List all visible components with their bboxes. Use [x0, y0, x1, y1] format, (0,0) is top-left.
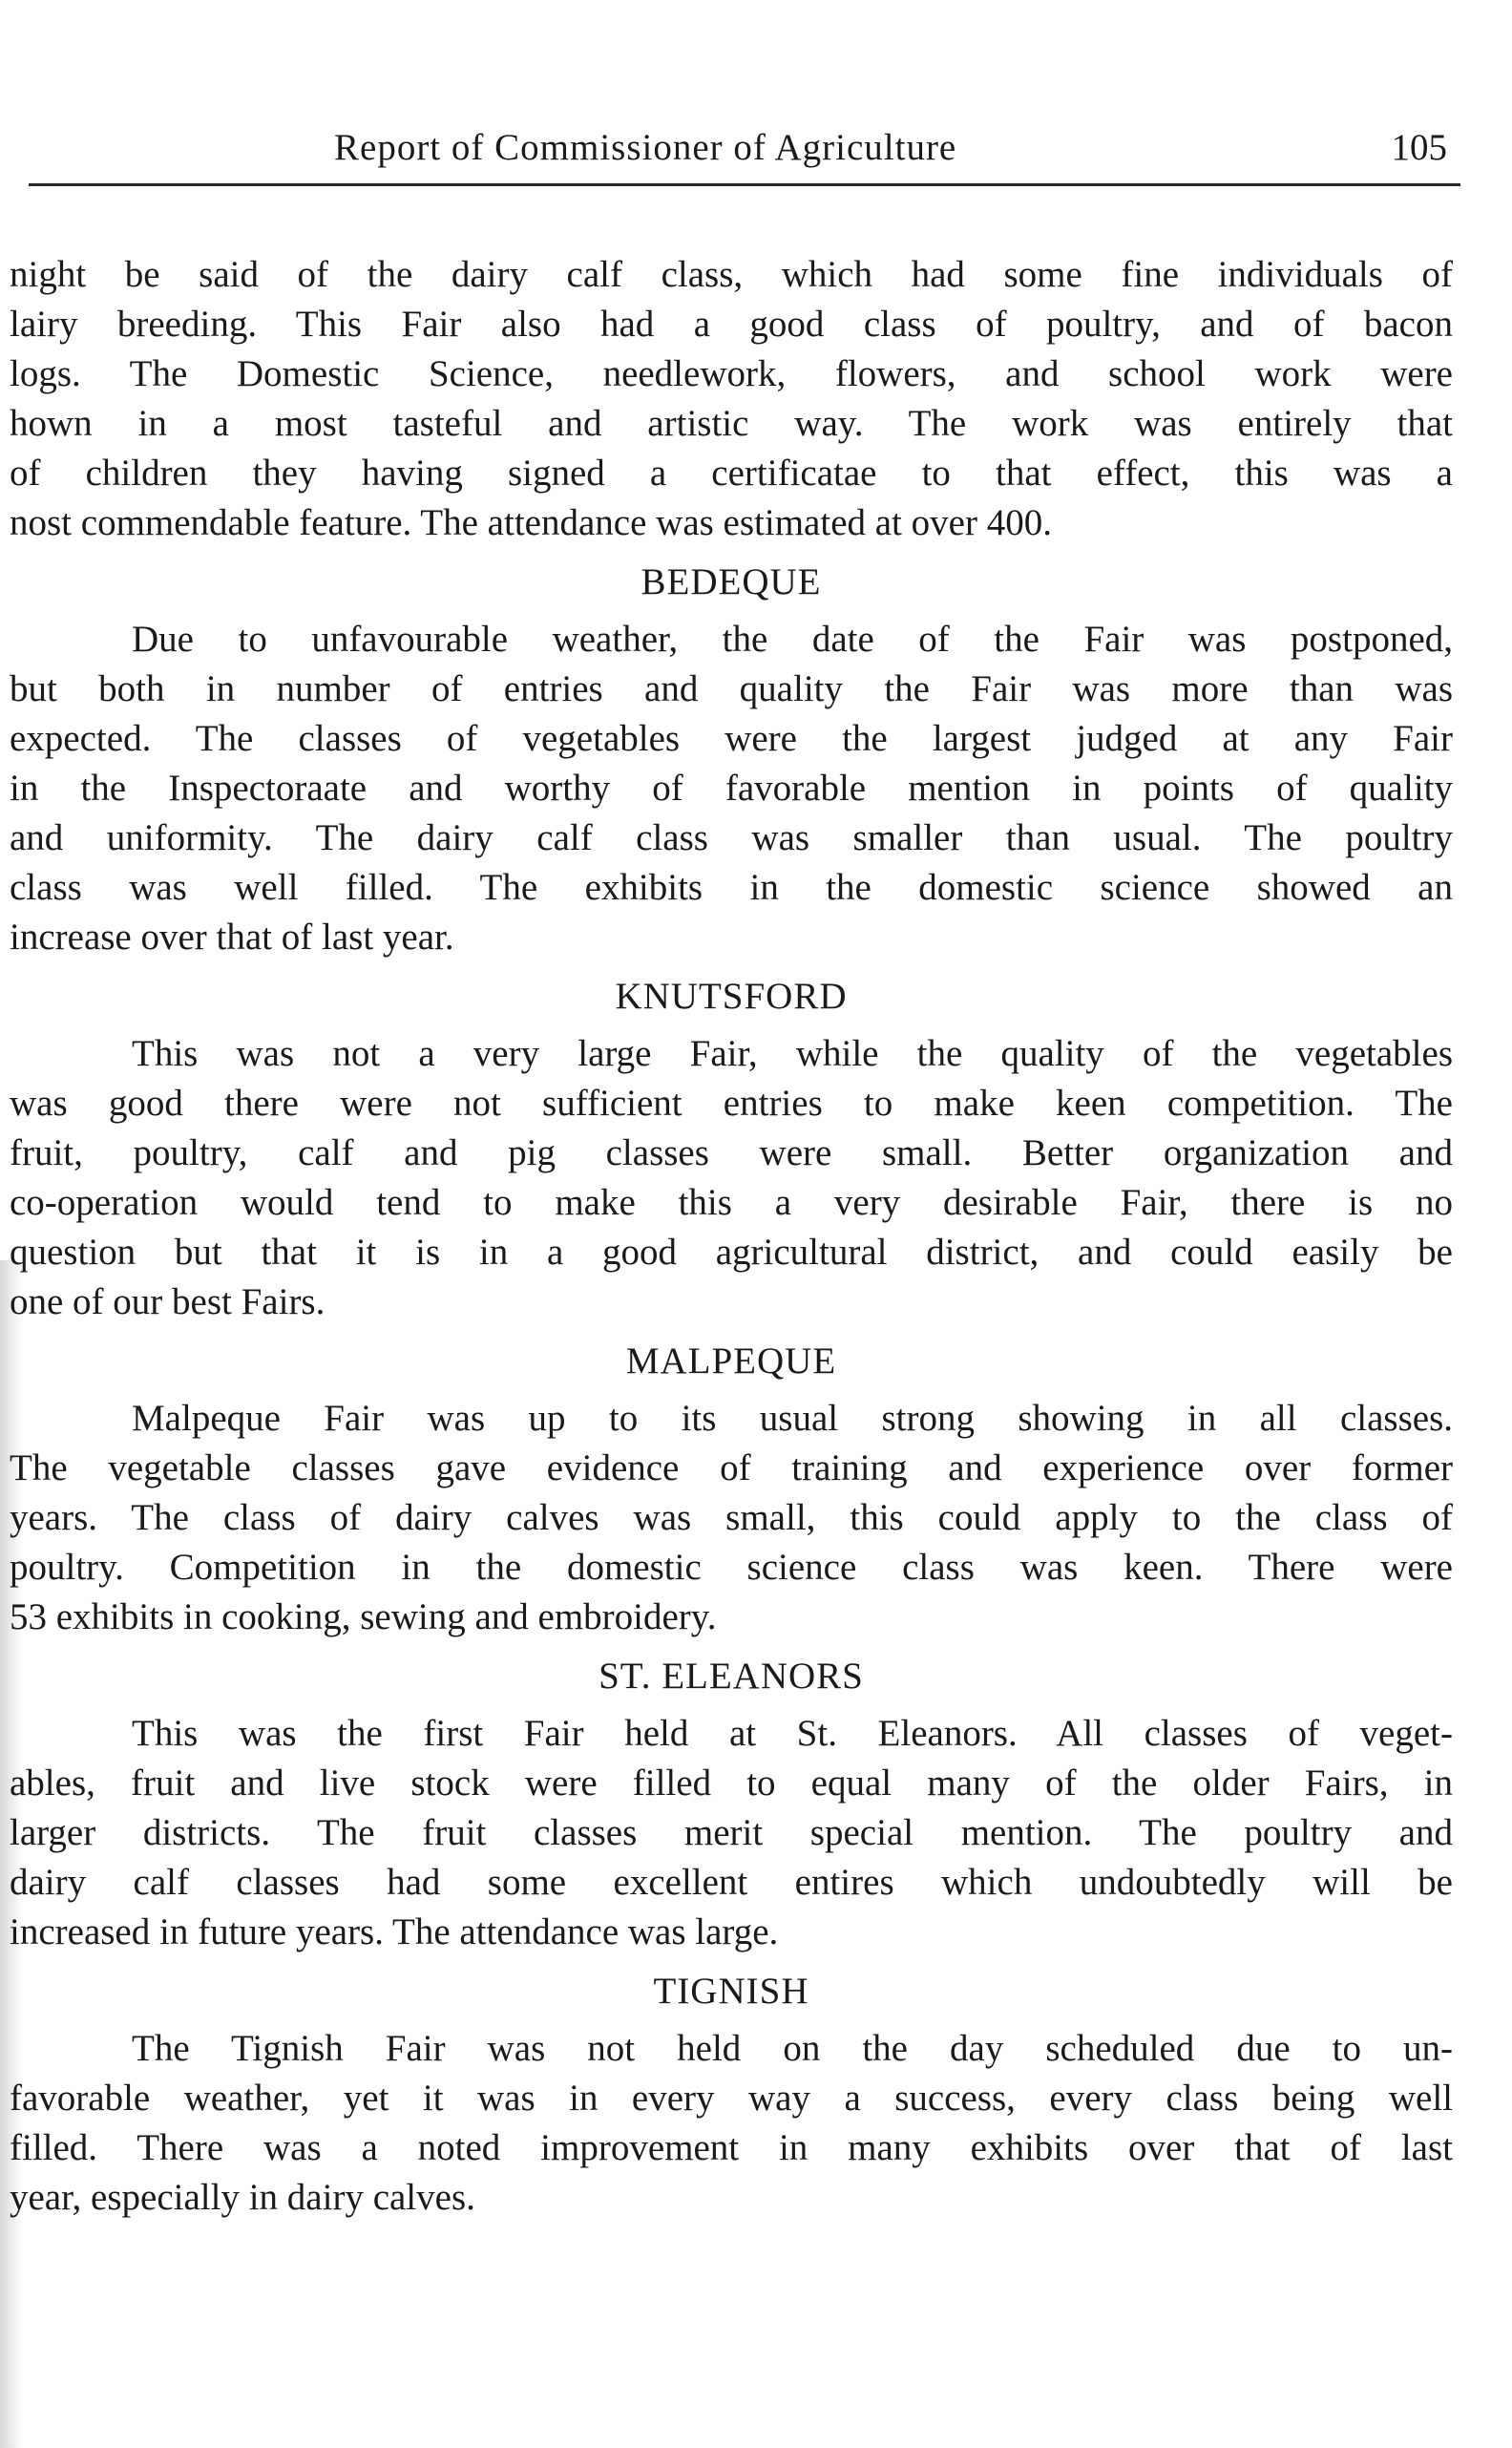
text-line: expected. The classes of vegetables were the largest judged at any Fair: [10, 718, 1453, 759]
section-heading: TIGNISH: [653, 1971, 809, 2012]
section-heading: MALPEQUE: [625, 1340, 837, 1382]
text-line: 53 exhibits in cooking, sewing and embroidery.: [10, 1596, 717, 1637]
text-line: years. The class of dairy calves was small, this could apply to the class of: [10, 1497, 1453, 1538]
text-line: hown in a most tasteful and artistic way. The work was entirely that: [10, 403, 1453, 444]
text-line: lairy breeding. This Fair also had a good class of poultry, and of bacon: [10, 304, 1453, 345]
text-line: class was well filled. The exhibits in the domestic science showed an: [10, 867, 1453, 908]
text-line: and uniformity. The dairy calf class was smaller than usual. The poultry: [10, 817, 1453, 858]
text-line: year, especially in dairy calves.: [10, 2177, 475, 2218]
text-line: The Tignish Fair was not held on the day scheduled due to un-: [132, 2028, 1453, 2069]
text-line: of children they having signed a certificatae to that effect, this was a: [10, 453, 1453, 494]
running-head: [29, 126, 1460, 186]
text-line: This was the first Fair held at St. Eleanors. All classes of veget-: [132, 1713, 1453, 1754]
text-line: Malpeque Fair was up to its usual strong showing in all classes.: [132, 1398, 1453, 1439]
text-line: fruit, poultry, calf and pig classes were small. Better organization and: [10, 1132, 1453, 1173]
text-line: logs. The Domestic Science, needlework, flowers, and school work were: [10, 353, 1453, 394]
section-heading: KNUTSFORD: [615, 976, 848, 1017]
text-line: but both in number of entries and quality the Fair was more than was: [10, 668, 1453, 709]
section-tignish: [10, 1967, 1453, 2223]
text-line: filled. There was a noted improvement in many exhibits over that of last: [10, 2127, 1453, 2168]
intro-paragraph: [10, 250, 1453, 548]
text-line: favorable weather, yet it was in every way a success, every class being well: [10, 2078, 1453, 2119]
text-line: increased in future years. The attendance was large.: [10, 1911, 779, 1952]
text-line: The vegetable classes gave evidence of training and experience over former: [10, 1447, 1453, 1488]
text-line: nost commendable feature. The attendance was estimated at over 400.: [10, 502, 1052, 543]
text-line: larger districts. The fruit classes merit special mention. The poultry and: [10, 1812, 1453, 1853]
text-line: in the Inspectoraate and worthy of favorable mention in points of quality: [10, 768, 1453, 809]
section-heading: ST. ELEANORS: [598, 1656, 864, 1697]
text-line: ables, fruit and live stock were filled to equal many of the older Fairs, in: [10, 1762, 1453, 1804]
section-heading: BEDEQUE: [640, 561, 822, 602]
text-line: was good there were not sufficient entries to make keen competition. The: [10, 1083, 1453, 1124]
text-line: poultry. Competition in the domestic science class was keen. There were: [10, 1547, 1453, 1588]
page-number: 105: [1391, 127, 1447, 168]
section-knutsford: [10, 972, 1453, 1327]
running-head-title: Report of Commissioner of Agriculture: [334, 127, 957, 168]
text-line: one of our best Fairs.: [10, 1281, 326, 1322]
text-line: increase over that of last year.: [10, 917, 454, 958]
text-line: Due to unfavourable weather, the date of the Fair was postponed,: [132, 619, 1453, 660]
text-line: question but that it is in a good agricultural district, and could easily be: [10, 1232, 1453, 1273]
text-line: This was not a very large Fair, while the quality of the vegetables: [132, 1033, 1453, 1074]
text-line: night be said of the dairy calf class, which had some fine individuals of: [10, 254, 1453, 295]
text-line: co-operation would tend to make this a very desirable Fair, there is no: [10, 1182, 1453, 1223]
section-bedeque: [10, 558, 1453, 962]
section-st-eleanors: [10, 1652, 1453, 1957]
body-text: [10, 250, 1453, 2223]
text-line: dairy calf classes had some excellent entires which undoubtedly will be: [10, 1862, 1453, 1903]
section-malpeque: [10, 1337, 1453, 1642]
